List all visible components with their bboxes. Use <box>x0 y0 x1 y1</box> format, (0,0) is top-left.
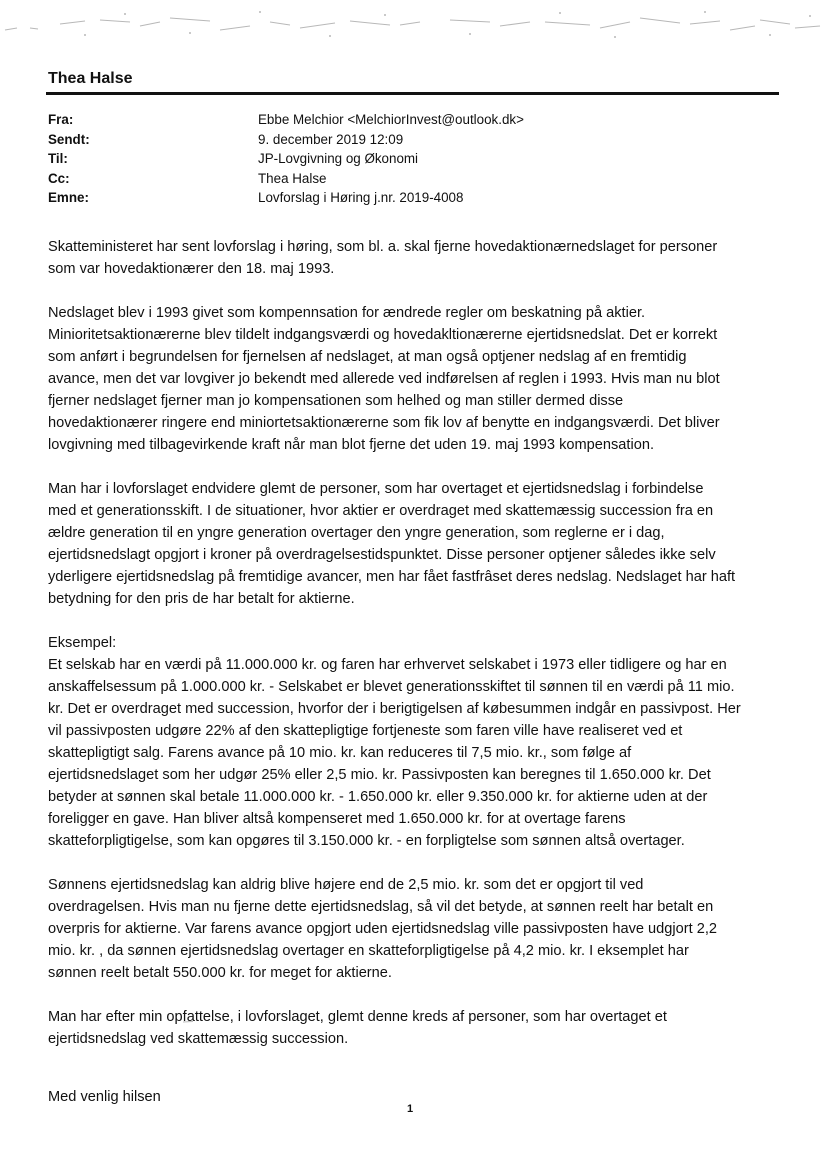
example-heading: Eksempel: <box>48 635 117 651</box>
body-line: fjerner nedslaget fjerner man jo kompensationen som helhed og man stiller dermed disse <box>48 393 624 409</box>
body-line: Sønnens ejertidsnedslag kan aldrig blive højere end de 2,5 mio. kr. som det er opgjort til ved <box>48 877 644 893</box>
scan-noise <box>0 0 828 60</box>
body-line: overpris for aktierne. Var farens avance opgjort uden ejertidsnedslag ville passivposten have udgjort 2,2 <box>48 921 717 937</box>
paragraph-son <box>48 874 788 984</box>
meta-label: Cc: <box>48 170 70 186</box>
meta-value: Thea Halse <box>258 170 327 186</box>
meta-row-cc <box>48 171 768 191</box>
meta-label: Til: <box>48 151 68 166</box>
body-line: betydning for den pris de har betalt for aktierne. <box>48 591 355 607</box>
paragraph-background <box>48 302 788 456</box>
body-line: skattepligtigt salg. Farens avance på 10 mio. kr. kan reduceres til 7,5 mio. kr., som følge af <box>48 745 632 761</box>
meta-label: Fra: <box>48 112 74 127</box>
body-line: Man har i lovforslaget endvidere glemt de personer, som har overtaget et ejertidsnedslag i forbindelse <box>48 481 704 497</box>
sender-header-name: Thea Halse <box>48 70 133 87</box>
body-line: betyder at sønnen skal betale 11.000.000 kr. - 1.650.000 kr. eller 9.350.000 kr. for aktierne uden at der <box>48 789 708 805</box>
body-line: Et selskab har en værdi på 11.000.000 kr. og faren har erhvervet selskabet i 1973 eller tidligere og har en <box>48 657 727 673</box>
paragraph-intro <box>48 236 788 280</box>
email-body <box>48 236 788 1130</box>
body-line: Nedslaget blev i 1993 givet som kompennsation for ændrede regler om beskatning på aktier. <box>48 305 646 321</box>
body-line: yderligere ejertidsnedslag på fremtidige avancer, men har fået fastfrâset deres nedslag. Nedslaget har haft <box>48 569 736 585</box>
meta-row-subject <box>48 190 768 210</box>
body-line: overdragelsen. Hvis man nu fjerne dette ejertidsnedslag, så vil det betyde, at sønnen reelt har betalt en <box>48 899 714 915</box>
body-line: skatteforpligtigelse, som kan opgøres til 3.150.000 kr. - en forpligtelse som sønnen altså overtager. <box>48 833 685 849</box>
email-meta-table <box>48 112 768 210</box>
meta-value: 9. december 2019 12:09 <box>258 131 404 147</box>
meta-label: Sendt: <box>48 131 90 147</box>
pen-mark <box>183 1010 193 1012</box>
paragraph-conclusion <box>48 1006 788 1050</box>
meta-row-sent <box>48 132 768 152</box>
body-line: anskaffelsessum på 1.000.000 kr. - Selskabet er blevet generationsskiftet til sønnen til en værdi på 11 mio. <box>48 679 735 695</box>
body-line: ejertidsnedslag ved skattemæssig succession. <box>48 1031 349 1047</box>
signoff: Med venlig hilsen <box>48 1089 161 1105</box>
meta-value: Lovforslag i Høring j.nr. 2019-4008 <box>258 190 464 205</box>
meta-row-to <box>48 151 768 171</box>
body-line: sønnen reelt betalt 550.000 kr. for meget for aktierne. <box>48 965 392 981</box>
meta-value: JP-Lovgivning og Økonomi <box>258 151 419 166</box>
body-line: avance, men det var lovgiver jo bekendt med allerede ved indførelsen af reglen i 1993. Hvis man nu blot <box>48 371 720 387</box>
paragraph-generation-shift <box>48 478 788 610</box>
paragraph-example <box>48 632 788 852</box>
body-line: Man har efter min opfattelse, i lovforslaget, glemt denne kreds af personer, som har overtaget et <box>48 1009 667 1025</box>
body-line: som var hovedaktionærer den 18. maj 1993. <box>48 261 335 277</box>
body-line: kr. Det er overdraget med succession, hvorfor der i berigtigelsen af købesummen indgår en passivpost. Her <box>48 701 741 717</box>
header-rule <box>46 92 779 95</box>
page-number: 1 <box>406 1103 414 1115</box>
body-line: lovgivning med tilbagevirkende kraft når man blot fjerne det uden 19. maj 1993 kompensation. <box>48 437 655 453</box>
body-line: vil passivposten udgøre 22% af den skattepligtige fortjeneste som faren ville have realiseret ved et <box>48 723 683 739</box>
body-line: som anført i begrundelsen for fjernelsen af nedslaget, at man også optjener nedslag af en fremtidig <box>48 349 687 365</box>
body-line: ældre generation til en yngre generation overtager den yngre generation, som reglerne er i dag, <box>48 525 665 541</box>
body-line: Skatteministeret har sent lovforslag i høring, som bl. a. skal fjerne hovedaktionærnedslaget for personer <box>48 239 718 255</box>
body-line: Minioritetsaktionærerne blev tildelt indgangsværdi og hovedakltionærerne ejertidsnedslat. Det er korrekt <box>48 327 718 343</box>
body-line: med et generationsskift. I de situationer, hvor aktier er overdraget med skattemæssig succession fra en <box>48 503 714 519</box>
meta-label: Emne: <box>48 190 89 205</box>
meta-value: Ebbe Melchior <MelchiorInvest@outlook.dk> <box>258 112 524 127</box>
body-line: ejertidsnedslaget som her udgør 25% eller 2,5 mio. kr. Passivposten kan beregnes til 1.650.000 kr. Det <box>48 767 711 783</box>
body-line: ejertidsnedslagt opgjort i kroner på overdragelsestidspunktet. Disse personer optjener således ikke selv <box>48 547 716 563</box>
meta-row-from <box>48 112 768 132</box>
body-line: mio. kr. , da sønnen ejertidsnedslag overtager en skatteforpligtigelse på 4,2 mio. kr. I eksemplet har <box>48 943 689 959</box>
body-line: hovedaktionærer ringere end miniortetsaktionærerne som fik lov af benytte en indgangsværdi. Det bliver <box>48 415 720 431</box>
body-line: foreligger en gave. Han bliver altså kompenseret med 1.650.000 kr. for at overtage farens <box>48 811 626 827</box>
